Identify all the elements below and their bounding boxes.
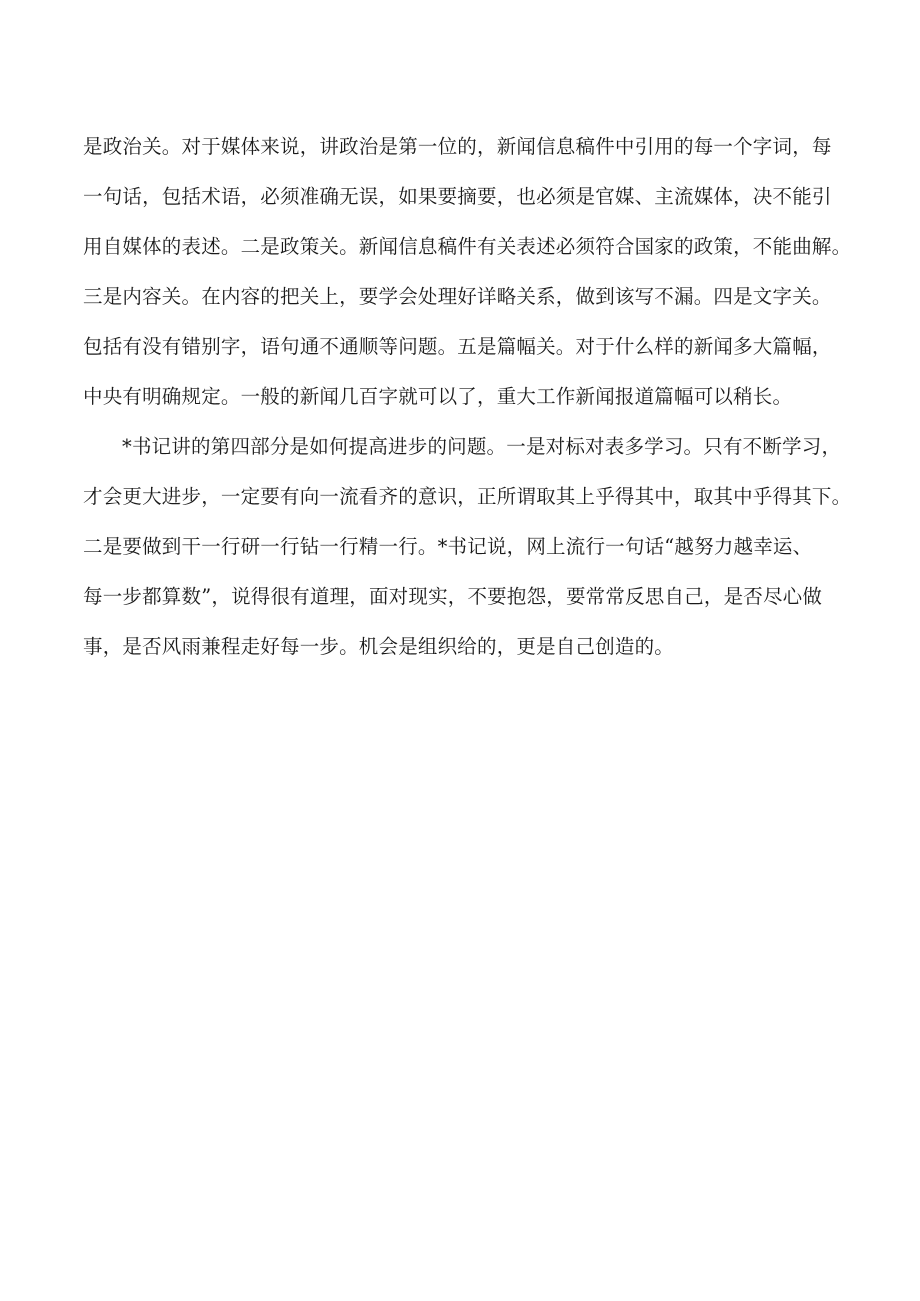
paragraph-line: 事，是否风雨兼程走好每一步。机会是组织给的，更是自己创造的。 [83,635,675,658]
paragraph-line: 一句话，包括术语，必须准确无误，如果要摘要，也必须是官媒、主流媒体，决不能引 [83,185,832,208]
paragraph-line: 中央有明确规定。一般的新闻几百字就可以了，重大工作新闻报道篇幅可以稍长。 [83,385,793,408]
paragraph-line: 是政治关。对于媒体来说，讲政治是第一位的，新闻信息稿件中引用的每一个字词，每 [83,135,832,158]
paragraph-line: 二是要做到干一行研一行钻一行精一行。*书记说，网上流行一句话“越努力越幸运、 [83,535,813,558]
paragraph-line: 包括有没有错别字，语句通不通顺等问题。五是篇幅关。对于什么样的新闻多大篇幅， [83,335,832,358]
paragraph-line: *书记讲的第四部分是如何提高进步的问题。一是对标对表多学习。只有不断学习， [122,435,842,458]
paragraph-line: 三是内容关。在内容的把关上，要学会处理好详略关系，做到该写不漏。四是文字关。 [83,285,832,308]
paragraph-line: 每一步都算数”，说得很有道理，面对现实，不要抱怨，要常常反思自己，是否尽心做 [83,585,823,608]
paragraph-line: 才会更大进步，一定要有向一流看齐的意识，正所谓取其上乎得其中，取其中乎得其下。 [83,485,852,508]
paragraph-line: 用自媒体的表述。二是政策关。新闻信息稿件有关表述必须符合国家的政策，不能曲解。 [83,235,852,258]
